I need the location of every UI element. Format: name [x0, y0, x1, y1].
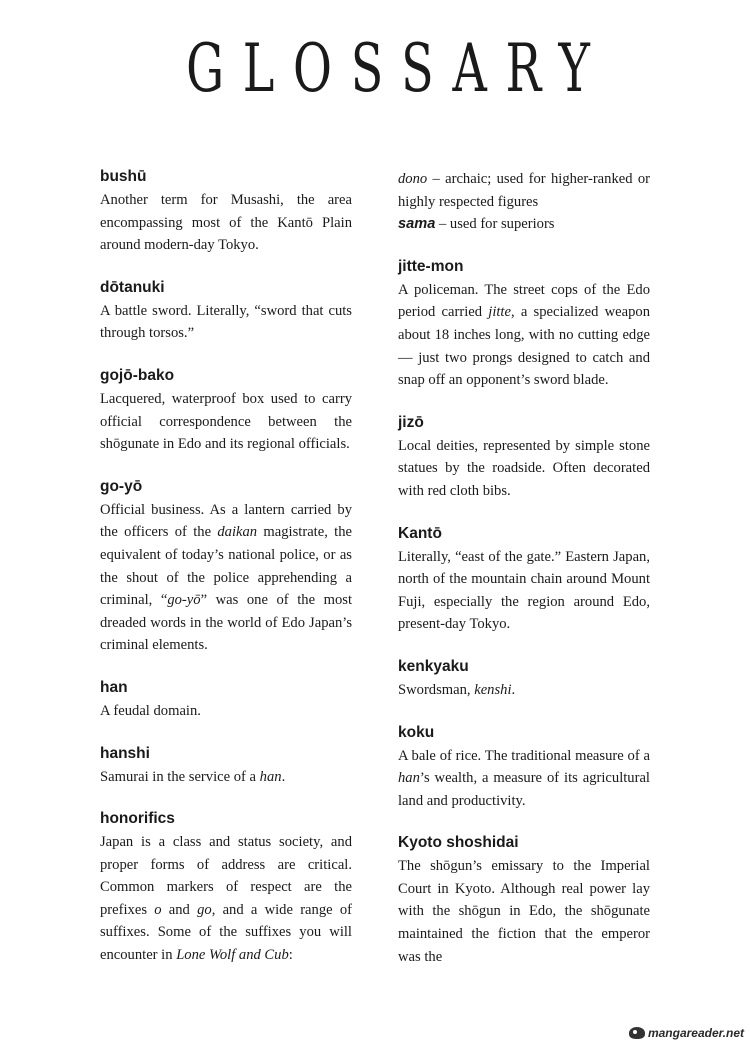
entry-term: hanshi [100, 744, 150, 762]
entry-term: go-yō [100, 477, 143, 495]
entry-definition [398, 279, 650, 392]
glossary-entry-bushu [100, 166, 352, 257]
glossary-entry-dotanuki [100, 277, 352, 345]
definition-text: Japan is a class and status society, and proper forms of address are critical. Common markers of respect are the prefixes [100, 834, 352, 918]
definition-text: : [288, 947, 293, 964]
honorific-sama [398, 213, 650, 236]
glossary-entry-koku [398, 722, 650, 813]
glossary-entry-kanto [398, 523, 650, 636]
entry-definition [100, 766, 352, 789]
definition-italic: han [398, 770, 420, 787]
glossary-entry-hanshi [100, 743, 352, 789]
definition-text: and [161, 901, 198, 918]
honorific-term: sama [398, 216, 436, 233]
glossary-entry-jizo [398, 412, 650, 503]
page-title: GLOSSARY [186, 30, 609, 107]
entry-term: gojō-bako [100, 366, 175, 384]
glossary-entry-jitte-mon [398, 256, 650, 392]
watermark [629, 1026, 744, 1040]
entry-term: jizō [398, 413, 424, 431]
honorifics-continuation [398, 168, 650, 236]
definition-italic: han [259, 768, 282, 785]
glossary-entry-han [100, 677, 352, 723]
entry-term: honorifics [100, 810, 175, 828]
definition-italic: jitte [488, 304, 511, 321]
entry-definition: A feudal domain. [100, 702, 201, 719]
glossary-entry-gojo-bako [100, 365, 352, 456]
entry-term: kenkyaku [398, 657, 469, 675]
entry-definition [100, 499, 352, 657]
definition-text: , a specialized weapon about 18 inches long, with no cutting edge — just two prongs designed to catch and snap off an opponent’s sword blade. [398, 304, 651, 389]
entry-term: bushū [100, 168, 147, 185]
definition-italic: Lone Wolf and Cub [176, 947, 289, 964]
entry-term: jitte-mon [398, 257, 464, 275]
honorific-dono [398, 168, 650, 213]
entry-definition: Local deities, represented by simple stone statues by the roadside. Often decorated with red cloth bibs. [398, 437, 650, 499]
definition-text: ” was one of the most dreaded words in the world of Edo Japan’s criminal elements. [100, 592, 353, 654]
entry-definition: Lacquered, waterproof box used to carry official correspondence between the shōgunate in Edo and its regional officials. [100, 390, 352, 453]
definition-text: ’s wealth, a measure of its agricultural land and productivity. [398, 770, 650, 809]
entry-definition [398, 679, 650, 702]
definition-text: Official business. As a lantern carried by the officers of the [100, 501, 352, 541]
definition-text: Samurai in the service of a [100, 768, 260, 785]
mangareader-logo-icon [629, 1027, 645, 1039]
right-column [398, 168, 650, 988]
entry-definition: Another term for Musashi, the area encompassing most of the Kantō Plain around modern-day Tokyo. [100, 192, 352, 254]
entry-definition: A battle sword. Literally, “sword that cuts through torsos.” [100, 302, 352, 342]
entry-term: koku [398, 723, 435, 741]
definition-text: A policeman. The street cops of the Edo period carried [398, 281, 650, 321]
entry-definition: Literally, “east of the gate.” Eastern Japan, north of the mountain chain around Mount Fuji, especially the region around Edo, present-day Tokyo. [398, 548, 650, 633]
definition-italic: o [154, 901, 162, 918]
glossary-entry-go-yo [100, 476, 352, 657]
definition-italic: daikan [217, 524, 258, 541]
definition-text: Swordsman, [398, 681, 475, 698]
entry-term: dōtanuki [100, 278, 165, 296]
entry-term: Kantō [398, 524, 442, 542]
definition-text: A bale of rice. The traditional measure of a [398, 747, 650, 764]
left-column [100, 166, 352, 987]
watermark-text: mangareader.net [647, 1026, 744, 1040]
definition-text: magistrate, the equivalent of today’s national police, or as the shout of the police apprehending a criminal, “ [100, 524, 352, 609]
definition-italic: kenshi [474, 681, 512, 698]
entry-term: han [100, 678, 128, 696]
entry-definition: The shōgun’s emissary to the Imperial Court in Kyoto. Although real power lay with the shōgun in Edo, the shōgunate maintained the fiction that the emperor was the [398, 858, 650, 965]
glossary-entry-honorifics [100, 808, 352, 967]
definition-italic: go [197, 901, 212, 918]
definition-text: , and a wide range of suffixes. Some of the suffixes you will encounter in [100, 901, 352, 964]
definition-text: . [281, 768, 286, 785]
glossary-entry-kenkyaku [398, 656, 650, 702]
honorific-term: dono [398, 171, 428, 187]
entry-term: Kyoto shoshidai [398, 834, 519, 852]
entry-definition [398, 745, 650, 813]
definition-italic: go-yō [167, 592, 201, 609]
glossary-entry-kyoto-shoshidai [398, 832, 650, 968]
honorific-definition: – used for superiors [435, 216, 555, 233]
entry-definition [100, 831, 352, 967]
honorific-definition: – archaic; used for higher-ranked or highly respected figures [398, 171, 650, 210]
definition-text: . [511, 681, 516, 698]
